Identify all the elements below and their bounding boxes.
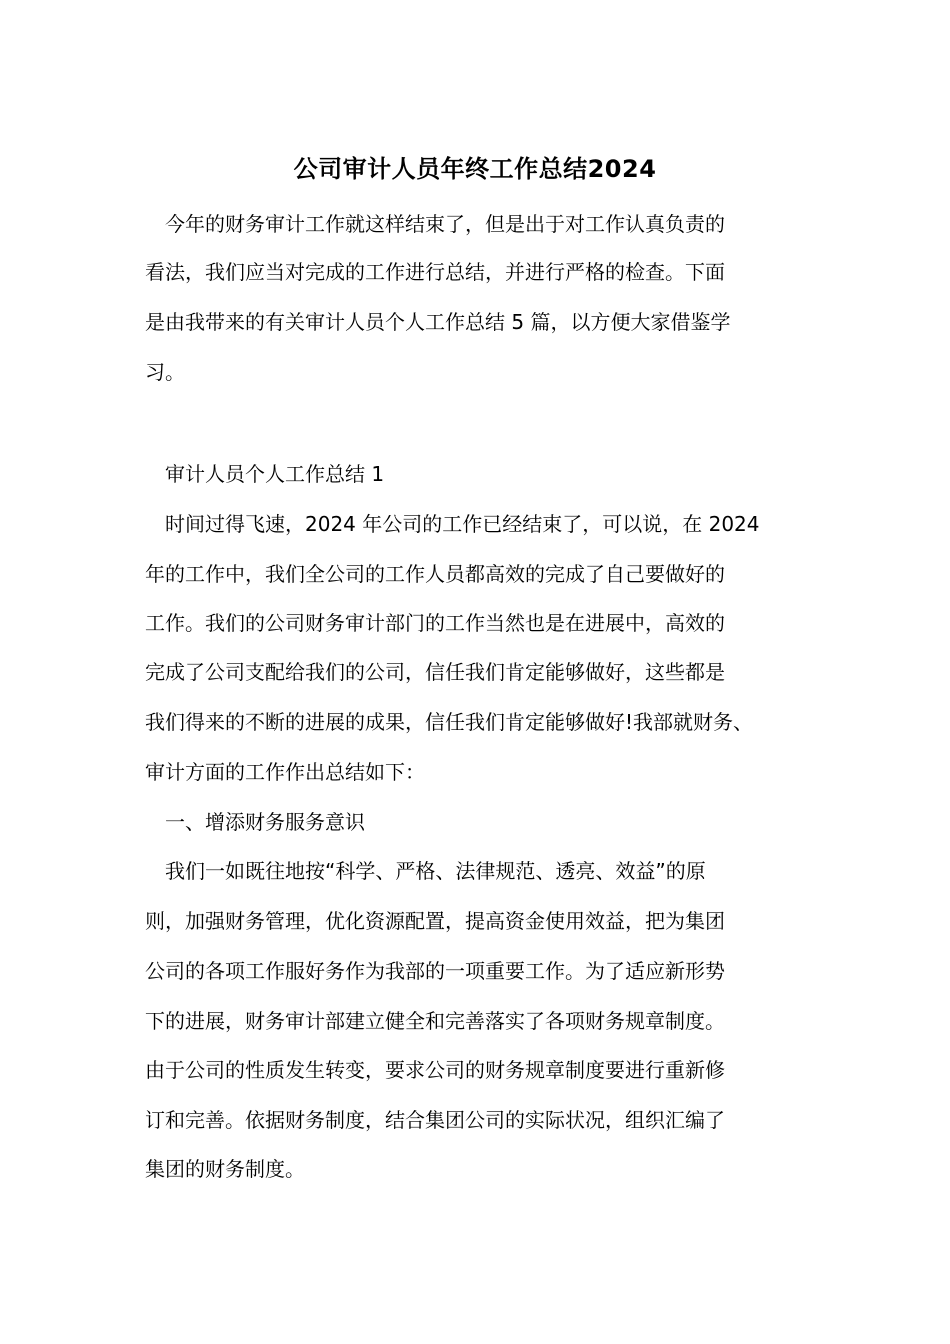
body-line-12: 订和完善。依据财务制度，结合集团公司的实际状况，组织汇编了 bbox=[145, 1108, 725, 1132]
body-line-4: 完成了公司支配给我们的公司，信任我们肯定能够做好，这些都是 bbox=[145, 660, 725, 684]
document-title: 公司审计人员年终工作总结2024 bbox=[293, 155, 657, 183]
intro-line-4: 习。 bbox=[145, 360, 185, 384]
body-line-9: 公司的各项工作服好务作为我部的一项重要工作。为了适应新形势 bbox=[145, 959, 725, 983]
body-line-8: 则，加强财务管理，优化资源配置，提高资金使用效益，把为集团 bbox=[145, 909, 725, 933]
body-line-3: 工作。我们的公司财务审计部门的工作当然也是在进展中，高效的 bbox=[145, 611, 725, 635]
intro-line-3: 是由我带来的有关审计人员个人工作总结 5 篇，以方便大家借鉴学 bbox=[145, 310, 731, 334]
body-line-6: 审计方面的工作作出总结如下： bbox=[145, 760, 425, 784]
subheading-1: 一、增添财务服务意识 bbox=[165, 810, 365, 834]
body-line-5: 我们得来的不断的进展的成果，信任我们肯定能够做好!我部就财务、 bbox=[145, 710, 754, 734]
body-line-10: 下的进展，财务审计部建立健全和完善落实了各项财务规章制度。 bbox=[145, 1009, 725, 1033]
body-line-13: 集团的财务制度。 bbox=[145, 1157, 305, 1181]
intro-line-1: 今年的财务审计工作就这样结束了，但是出于对工作认真负责的 bbox=[165, 212, 725, 236]
body-line-2: 年的工作中，我们全公司的工作人员都高效的完成了自己要做好的 bbox=[145, 562, 725, 586]
body-line-11: 由于公司的性质发生转变，要求公司的财务规章制度要进行重新修 bbox=[145, 1058, 725, 1082]
intro-line-2: 看法，我们应当对完成的工作进行总结，并进行严格的检查。下面 bbox=[145, 260, 725, 284]
section-heading: 审计人员个人工作总结 1 bbox=[165, 462, 385, 486]
body-line-1: 时间过得飞速，2024 年公司的工作已经结束了，可以说，在 2024 bbox=[165, 512, 760, 536]
body-line-7: 我们一如既往地按“科学、严格、法律规范、透亮、效益”的原 bbox=[165, 859, 706, 883]
